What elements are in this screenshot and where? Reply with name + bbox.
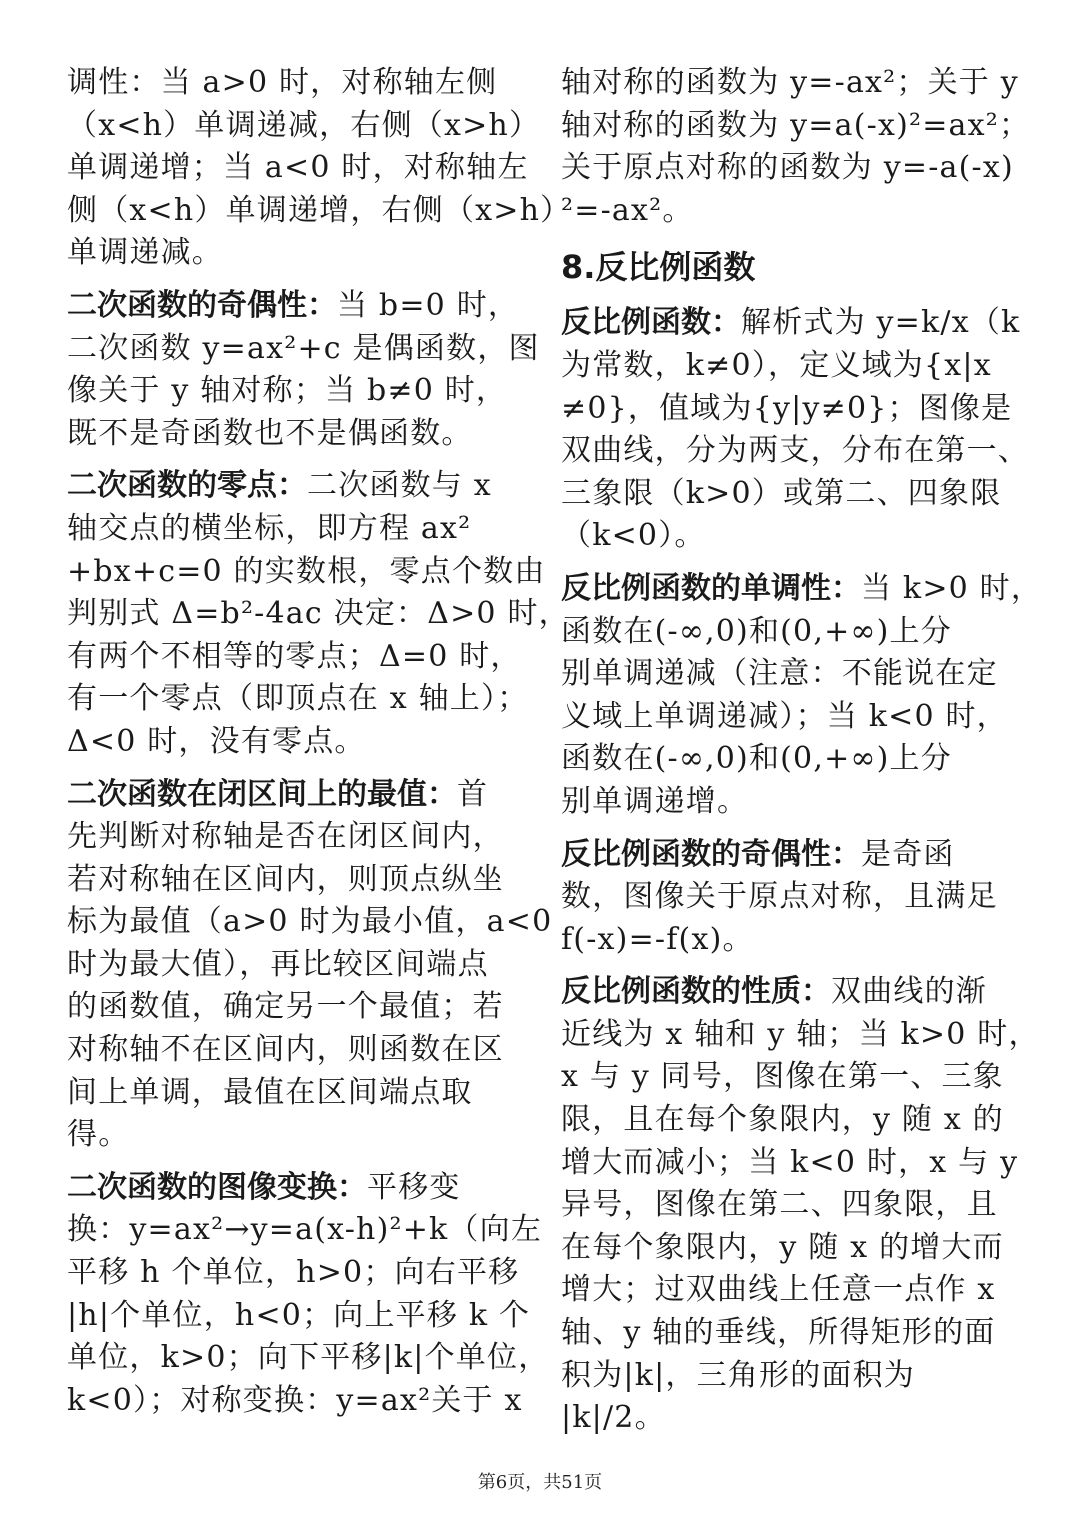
text-line: 标为最值（a>0 时为最小值，a<0	[67, 904, 553, 940]
paragraph-quadratic-zeros	[67, 465, 570, 763]
text-line: k<0）；对称变换：y=ax²关于 x	[67, 1382, 523, 1418]
text-line	[561, 568, 1043, 611]
text-line: |h|个单位，h<0；向上平移 k 个	[67, 1297, 531, 1333]
text-line: 近线为 x 轴和 y 轴；当 k>0 时，	[561, 1016, 1040, 1052]
text-line-rest: 二次函数与 x	[307, 468, 492, 504]
text-line	[67, 1167, 529, 1210]
text-line: 别单调递增。	[561, 783, 749, 819]
paragraph-lead: 反比例函数的性质：	[561, 974, 831, 1010]
paragraph-quadratic-parity	[67, 285, 540, 455]
section-heading: 8.反比例函数	[561, 248, 756, 287]
text-line: 单调递减。	[67, 235, 223, 271]
text-line: 间上单调，最值在区间端点取	[67, 1074, 473, 1110]
text-line: 有一个零点（即顶点在 x 轴上）；	[67, 681, 529, 717]
paragraph-lead: 二次函数的奇偶性：	[67, 287, 337, 323]
paragraph-lead: 反比例函数的单调性：	[561, 570, 861, 606]
text-line: 时为最大值），再比较区间端点	[67, 946, 489, 982]
text-line: x 与 y 同号，图像在第一、三象	[561, 1059, 1004, 1095]
text-line: 增大；过双曲线上任意一点作 x	[561, 1272, 996, 1308]
text-line: ≠0}，值域为{y|y≠0}；图像是	[561, 390, 1013, 426]
paragraph-transform-continued	[561, 62, 1031, 232]
text-line: 轴交点的横坐标，即方程 ax²	[67, 510, 472, 546]
text-line: 像关于 y 轴对称；当 b≠0 时，	[67, 373, 508, 409]
text-line: 义域上单调递减）；当 k<0 时，	[561, 698, 1008, 734]
text-line: 轴对称的函数为 y=a(-x)²=ax²；	[561, 107, 1031, 143]
text-line: 限，且在每个象限内，y 随 x 的	[561, 1102, 1004, 1138]
text-line: 二次函数 y=ax²+c 是偶函数，图	[67, 330, 540, 366]
text-line-rest: 双曲线的渐	[831, 974, 987, 1010]
text-line-rest: 是奇函	[861, 836, 955, 872]
paragraph-inverse-monotonicity	[561, 568, 1043, 824]
text-line: 函数在(-∞,0)和(0,+∞)上分	[561, 741, 952, 777]
paragraph-quadratic-extrema	[67, 774, 553, 1157]
page-number-footer: 第6页，共51页	[477, 1472, 603, 1493]
paragraph-lead: 二次函数的零点：	[67, 468, 307, 504]
text-line: +bx+c=0 的实数根，零点个数由	[67, 553, 546, 589]
text-line	[561, 834, 1023, 877]
right-column	[561, 62, 1043, 1450]
text-line: （x<h）单调递减，右侧（x>h）	[67, 107, 541, 143]
text-line-rest: 当 k>0 时，	[861, 570, 1043, 606]
text-line: f(-x)=-f(x)。	[561, 921, 754, 957]
paragraph-monotonicity-continued	[67, 62, 572, 275]
text-line: 有两个不相等的零点；Δ=0 时，	[67, 638, 522, 674]
text-line-rest: 首	[457, 776, 489, 812]
text-line: 轴对称的函数为 y=-ax²；关于 y	[561, 65, 1019, 100]
text-line: 得。	[67, 1117, 130, 1153]
text-line	[67, 285, 529, 328]
text-line: 在每个象限内，y 随 x 的增大而	[561, 1229, 1004, 1265]
text-line: 别单调递减（注意：不能说在定	[561, 656, 998, 692]
text-line: 异号，图像在第二、四象限，且	[561, 1187, 998, 1223]
paragraph-inverse-parity	[561, 834, 1023, 962]
text-line: 单调递增；当 a<0 时，对称轴左	[67, 150, 529, 186]
text-line-rest: 解析式为 y=k/x（k	[741, 305, 1021, 341]
text-line: ²=-ax²。	[561, 192, 694, 228]
text-line: 三象限（k>0）或第二、四象限	[561, 475, 1002, 511]
text-line-rest: 平移变	[367, 1169, 461, 1205]
text-line: 既不是奇函数也不是偶函数。	[67, 415, 473, 451]
text-line: 平移 h 个单位，h>0；向右平移	[67, 1255, 520, 1291]
text-line: 增大而减小；当 k<0 时，x 与 y	[561, 1144, 1019, 1180]
paragraph-inverse-definition	[561, 302, 1029, 558]
paragraph-lead: 反比例函数：	[561, 305, 741, 341]
text-line: 若对称轴在区间内，则顶点纵坐	[67, 861, 504, 897]
text-line: 数，图像关于原点对称，且满足	[561, 879, 998, 915]
text-line: |k|/2。	[561, 1400, 666, 1436]
text-line: 为常数，k≠0），定义域为{x|x	[561, 347, 992, 383]
paragraph-lead: 二次函数的图像变换：	[67, 1169, 367, 1205]
paragraph-lead: 二次函数在闭区间上的最值：	[67, 776, 457, 812]
text-line: 对称轴不在区间内，则函数在区	[67, 1032, 504, 1068]
text-line: 轴、y 轴的垂线，所得矩形的面	[561, 1315, 996, 1351]
text-line: 的函数值，确定另一个最值；若	[67, 989, 504, 1025]
text-line: 函数在(-∞,0)和(0,+∞)上分	[561, 613, 952, 649]
text-line: 侧（x<h）单调递增，右侧（x>h）	[67, 192, 572, 228]
text-line	[561, 971, 1023, 1014]
text-line: 先判断对称轴是否在闭区间内，	[67, 819, 504, 855]
text-line: 换：y=ax²→y=a(x-h)²+k（向左	[67, 1212, 543, 1248]
text-line: 关于原点对称的函数为 y=-a(-x)	[561, 150, 1014, 186]
text-line: Δ<0 时，没有零点。	[67, 723, 366, 759]
text-line: 单位，k>0；向下平移|k|个单位，	[67, 1340, 550, 1376]
text-line	[67, 465, 529, 508]
paragraph-quadratic-transform	[67, 1167, 550, 1423]
paragraph-lead: 反比例函数的奇偶性：	[561, 836, 861, 872]
paragraph-inverse-properties	[561, 971, 1040, 1440]
text-line: 积为|k|，三角形的面积为	[561, 1357, 915, 1393]
text-line-rest: 当 b=0 时，	[337, 287, 520, 323]
text-line: 调性：当 a>0 时，对称轴左侧	[67, 65, 498, 100]
text-line	[67, 774, 529, 817]
text-line: 双曲线，分为两支，分布在第一、	[561, 433, 1029, 469]
text-line: （k<0）。	[561, 518, 706, 554]
left-column	[67, 62, 572, 1432]
text-line: 判别式 Δ=b²-4ac 决定：Δ>0 时，	[67, 596, 570, 632]
text-line	[561, 302, 1023, 345]
